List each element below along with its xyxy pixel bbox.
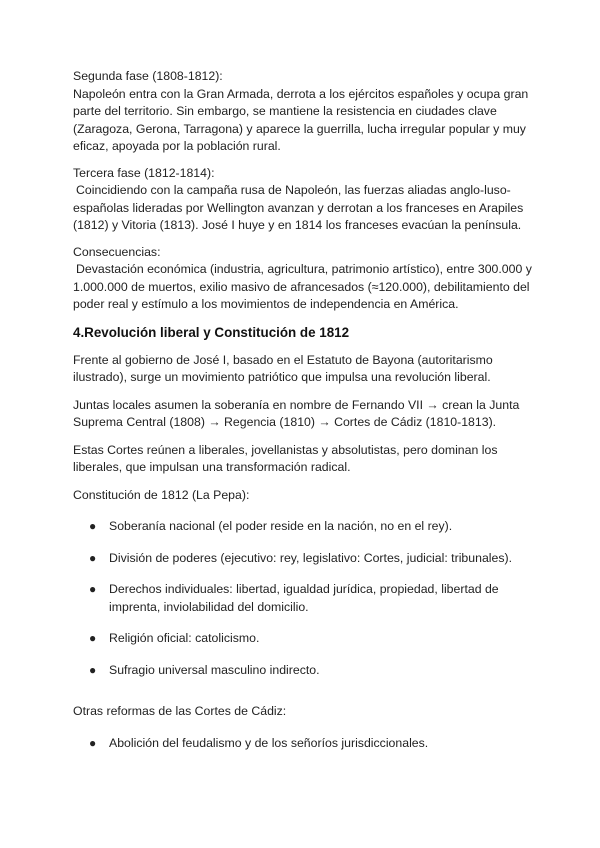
bullet-icon: ● [89, 519, 97, 533]
tercera-fase-text: Coincidiendo con la campaña rusa de Napoleón, las fuerzas aliadas anglo-luso-españolas lideradas por Wellington avanzan y derrotan a los franceses en Arapiles (1812) y Vitoria (1813). José I huye y en 1814 los franceses evacúan la península. [73, 183, 524, 232]
bullet-icon: ● [89, 631, 97, 645]
bullet-icon: ● [89, 582, 97, 596]
document-page [73, 68, 533, 752]
consecuencias-text: Devastación económica (industria, agricultura, patrimonio artístico), entre 300.000 y 1.000.000 de muertos, exilio masivo de afrancesados (≈120.000), debilitamiento del poder real y estímulo a los movimientos de independencia en América. [73, 262, 532, 311]
list-item [73, 662, 533, 680]
list-item-text: Sufragio universal masculino indirecto. [109, 662, 320, 677]
list-item-text: Derechos individuales: libertad, igualdad jurídica, propiedad, libertad de imprenta, inviolabilidad del domicilio. [109, 582, 499, 614]
consecuencias-block [73, 244, 533, 314]
paragraph-jose-i: Frente al gobierno de José I, basado en el Estatuto de Bayona (autoritarismo ilustrado), surge un movimiento patriótico que impulsa una revolución liberal. [73, 352, 493, 384]
bullet-icon: ● [89, 735, 97, 750]
bullet-icon: ● [89, 662, 97, 677]
section-heading-revolucion-liberal: 4.Revolución liberal y Constitución de 1812 [73, 324, 350, 340]
list-item [73, 518, 533, 536]
reformas-title: Otras reformas de las Cortes de Cádiz: [73, 704, 287, 718]
segunda-fase-block [73, 68, 533, 156]
bullet-icon: ● [89, 550, 97, 565]
paragraph-cortes: Estas Cortes reúnen a liberales, jovellanistas y absolutistas, pero dominan los liberales, que impulsan una transformación radical. [73, 442, 498, 474]
paragraph-juntas-locales: Juntas locales asumen la soberanía en nombre de Fernando VII → crean la Junta Suprema Central (1808) → Regencia (1810) → Cortes de Cádiz (1810-1813). [73, 397, 520, 429]
tercera-fase-title: Tercera fase (1812-1814): [73, 165, 215, 180]
list-item [73, 630, 533, 648]
segunda-fase-text: Napoleón entra con la Gran Armada, derrota a los ejércitos españoles y ocupa gran parte del territorio. Sin embargo, se mantiene la resistencia en ciudades clave (Zaragoza, Gerona, Tarragona) y aparece la guerrilla, lucha irregular popular y muy eficaz, apoyada por la población rural. [73, 86, 529, 153]
list-item-text: Soberanía nacional (el poder reside en la nación, no en el rey). [109, 519, 453, 533]
list-item-text: División de poderes (ejecutivo: rey, legislativo: Cortes, judicial: tribunales). [109, 550, 513, 565]
list-item [73, 550, 533, 568]
tercera-fase-block [73, 165, 533, 235]
segunda-fase-title: Segunda fase (1808-1812): [73, 69, 223, 83]
list-item [73, 735, 533, 753]
consecuencias-title: Consecuencias: [73, 244, 161, 259]
list-item-text: Religión oficial: catolicismo. [109, 631, 260, 645]
list-item [73, 581, 533, 616]
constitucion-title: Constitución de 1812 (La Pepa): [73, 487, 250, 502]
list-item-text: Abolición del feudalismo y de los señoríos jurisdiccionales. [109, 735, 429, 750]
reformas-list [73, 735, 533, 753]
constitucion-list [73, 518, 533, 679]
